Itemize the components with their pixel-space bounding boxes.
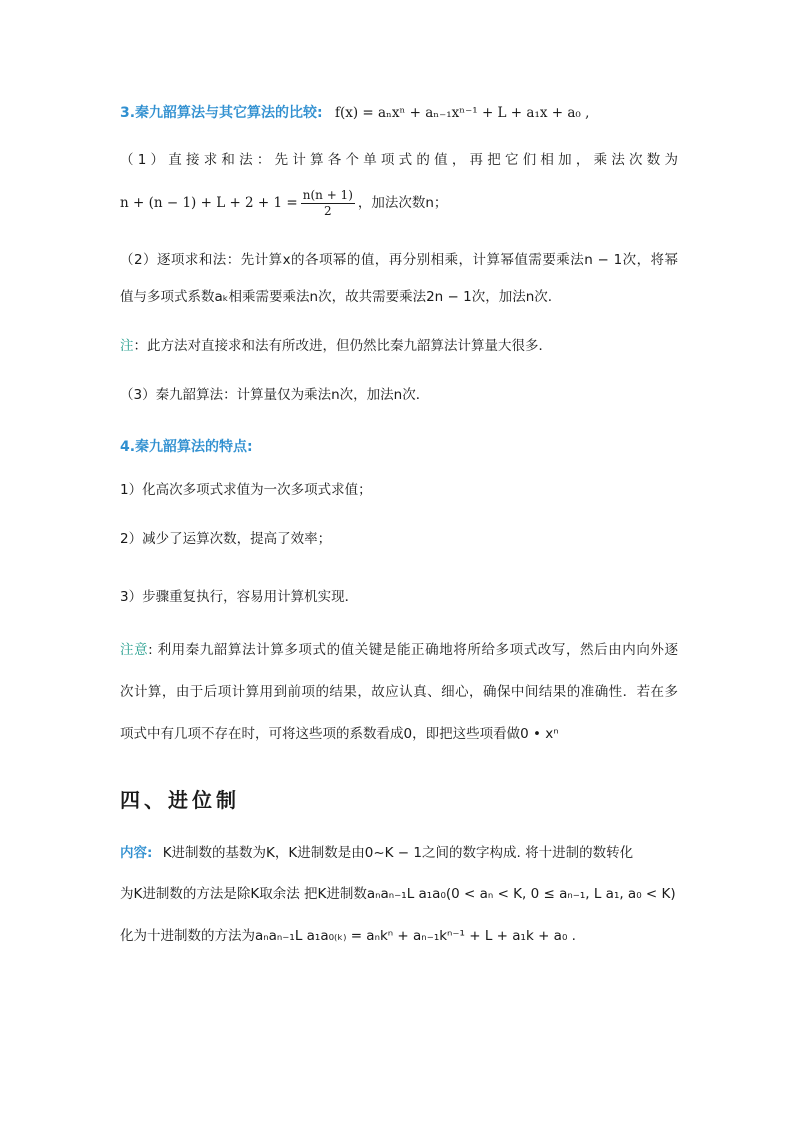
note-2-line-3: 项式中有几项不存在时，可将这些项的系数看成0，即把这些项看做0 • xⁿ bbox=[120, 726, 559, 742]
stepwise-line-1: （2）逐项求和法：先计算x的各项幂的值，再分别相乘，计算幂值需要乘法n − 1次，将幂 bbox=[120, 252, 678, 268]
qin-algorithm-line: （3）秦九韶算法：计算量仅为乘法n次，加法n次． bbox=[120, 387, 430, 403]
add-count-text: ，加法次数n； bbox=[357, 195, 448, 211]
note-1-text: ：此方法对直接求和法有所改进，但仍然比秦九韶算法计算量大很多． bbox=[133, 338, 552, 354]
section-4-heading: 4.秦九韶算法的特点: bbox=[120, 439, 253, 455]
note-1-label: 注 bbox=[120, 338, 134, 354]
stepwise-line-2: 值与多项式系数aₖ相乘需要乘法n次，故共需要乘法2n − 1次，加法n次. bbox=[120, 289, 553, 305]
content-line-2: 为K进制数的方法是除K取余法 把K进制数aₙaₙ₋₁L a₁a₀(0 < aₙ < K, 0 ≤ aₙ₋₁, L a₁, a₀ < K) bbox=[120, 886, 676, 902]
fraction-denominator: 2 bbox=[323, 203, 332, 218]
note-2-line-1 bbox=[120, 640, 678, 660]
feature-item-2: 2）减少了运算次数，提高了效率； bbox=[120, 531, 332, 547]
section-3-heading: 3.秦九韶算法与其它算法的比较: bbox=[120, 105, 323, 121]
note-2-label: 注意 bbox=[120, 642, 149, 658]
polynomial-formula: f(x) = aₙxⁿ + aₙ₋₁xⁿ⁻¹ + L + a₁x + a₀ , bbox=[334, 105, 590, 121]
note-1 bbox=[120, 336, 678, 356]
fraction-numerator: n(n + 1) bbox=[302, 187, 353, 202]
direct-sum-line-2 bbox=[120, 186, 678, 220]
note-2-text-1: : 利用秦九韶算法计算多项式的值关键是能正确地将所给多项式改写，然后由内向外逐 bbox=[148, 642, 679, 658]
feature-item-3: 3）步骤重复执行，容易用计算机实现． bbox=[120, 589, 359, 605]
direct-sum-line-1: （1）直接求和法：先计算各个单项式的值，再把它们相加，乘法次数为 bbox=[120, 152, 678, 168]
content-label: 内容: bbox=[120, 845, 153, 861]
content-line-1 bbox=[120, 843, 678, 863]
content-text-1: K进制数的基数为K，K进制数是由0~K − 1之间的数字构成. 将十进制的数转化 bbox=[162, 845, 634, 861]
fraction bbox=[301, 188, 355, 219]
note-2-line-2: 次计算，由于后项计算用到前项的结果，故应认真、细心，确保中间结果的准确性．若在多 bbox=[120, 684, 678, 700]
feature-item-1: 1）化高次多项式求值为一次多项式求值； bbox=[120, 482, 372, 498]
section-base-system-title: 四、进位制 bbox=[120, 788, 240, 812]
section-3-line bbox=[120, 103, 678, 123]
mult-count-expression: n + (n − 1) + L + 2 + 1 = bbox=[120, 195, 298, 211]
content-line-3: 化为十进制数的方法为aₙaₙ₋₁L a₁a₀₍ₖ₎ = aₙkⁿ + aₙ₋₁kⁿ⁻¹ + L + a₁k + a₀ . bbox=[120, 928, 576, 944]
